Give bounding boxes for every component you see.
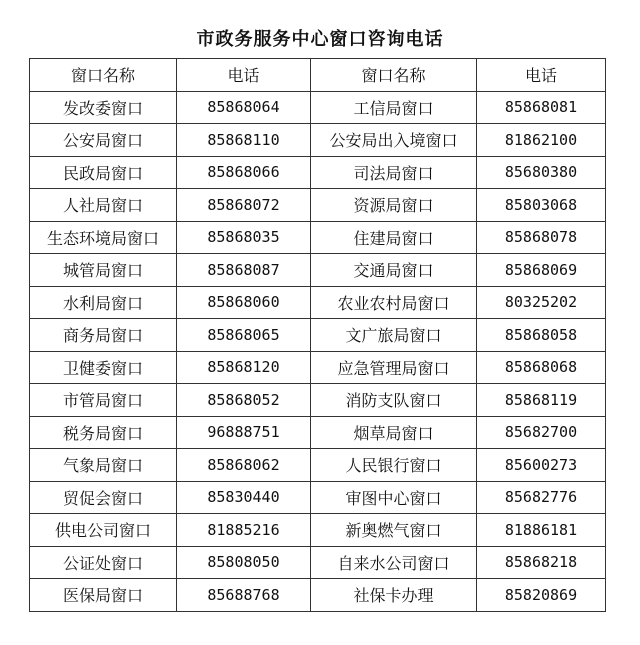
header-window-name-left: 窗口名称 xyxy=(30,59,177,92)
header-window-name-right: 窗口名称 xyxy=(311,59,477,92)
phone-cell: 85868062 xyxy=(177,449,311,482)
window-name-cell: 资源局窗口 xyxy=(311,189,477,222)
table-row xyxy=(30,351,606,384)
window-name-cell: 工信局窗口 xyxy=(311,91,477,124)
phone-cell: 85868110 xyxy=(177,124,311,157)
window-name-cell: 气象局窗口 xyxy=(30,449,177,482)
table-body xyxy=(30,91,606,611)
table-row xyxy=(30,286,606,319)
phone-cell: 85868060 xyxy=(177,286,311,319)
table-row xyxy=(30,221,606,254)
window-name-cell: 交通局窗口 xyxy=(311,254,477,287)
window-name-cell: 水利局窗口 xyxy=(30,286,177,319)
window-name-cell: 城管局窗口 xyxy=(30,254,177,287)
phone-cell: 85688768 xyxy=(177,579,311,612)
table-row xyxy=(30,514,606,547)
phone-cell: 85868072 xyxy=(177,189,311,222)
table-row xyxy=(30,579,606,612)
header-phone-right: 电话 xyxy=(477,59,606,92)
window-name-cell: 公安局窗口 xyxy=(30,124,177,157)
phone-cell: 85868035 xyxy=(177,221,311,254)
phone-cell: 85868069 xyxy=(477,254,606,287)
phone-cell: 81885216 xyxy=(177,514,311,547)
phone-cell: 85682700 xyxy=(477,416,606,449)
header-phone-left: 电话 xyxy=(177,59,311,92)
phone-cell: 85868087 xyxy=(177,254,311,287)
phone-cell: 85868066 xyxy=(177,156,311,189)
phone-cell: 80325202 xyxy=(477,286,606,319)
phone-cell: 81886181 xyxy=(477,514,606,547)
phone-cell: 85868078 xyxy=(477,221,606,254)
phone-cell: 85868065 xyxy=(177,319,311,352)
window-name-cell: 供电公司窗口 xyxy=(30,514,177,547)
window-name-cell: 商务局窗口 xyxy=(30,319,177,352)
window-name-cell: 贸促会窗口 xyxy=(30,481,177,514)
table-row xyxy=(30,481,606,514)
window-name-cell: 公安局出入境窗口 xyxy=(311,124,477,157)
window-name-cell: 医保局窗口 xyxy=(30,579,177,612)
table-row xyxy=(30,449,606,482)
table-row xyxy=(30,416,606,449)
phone-cell: 85868068 xyxy=(477,351,606,384)
window-name-cell: 烟草局窗口 xyxy=(311,416,477,449)
window-name-cell: 发改委窗口 xyxy=(30,91,177,124)
window-name-cell: 卫健委窗口 xyxy=(30,351,177,384)
phone-cell: 85868058 xyxy=(477,319,606,352)
phone-cell: 85868052 xyxy=(177,384,311,417)
phone-cell: 85682776 xyxy=(477,481,606,514)
window-name-cell: 住建局窗口 xyxy=(311,221,477,254)
phone-cell: 85868218 xyxy=(477,546,606,579)
window-name-cell: 人社局窗口 xyxy=(30,189,177,222)
window-name-cell: 社保卡办理 xyxy=(311,579,477,612)
window-name-cell: 民政局窗口 xyxy=(30,156,177,189)
window-name-cell: 新奥燃气窗口 xyxy=(311,514,477,547)
phone-cell: 85868119 xyxy=(477,384,606,417)
table-row xyxy=(30,254,606,287)
phone-cell: 85868081 xyxy=(477,91,606,124)
phone-cell: 81862100 xyxy=(477,124,606,157)
table-row xyxy=(30,189,606,222)
window-name-cell: 生态环境局窗口 xyxy=(30,221,177,254)
window-name-cell: 文广旅局窗口 xyxy=(311,319,477,352)
phone-cell: 85808050 xyxy=(177,546,311,579)
window-name-cell: 农业农村局窗口 xyxy=(311,286,477,319)
phone-cell: 85868120 xyxy=(177,351,311,384)
window-name-cell: 人民银行窗口 xyxy=(311,449,477,482)
phone-cell: 96888751 xyxy=(177,416,311,449)
table-row xyxy=(30,124,606,157)
phone-directory-table xyxy=(29,58,606,612)
window-name-cell: 市管局窗口 xyxy=(30,384,177,417)
phone-cell: 85868064 xyxy=(177,91,311,124)
phone-cell: 85803068 xyxy=(477,189,606,222)
window-name-cell: 公证处窗口 xyxy=(30,546,177,579)
table-row xyxy=(30,384,606,417)
table-row xyxy=(30,91,606,124)
window-name-cell: 自来水公司窗口 xyxy=(311,546,477,579)
phone-cell: 85830440 xyxy=(177,481,311,514)
table-row xyxy=(30,546,606,579)
table-header-row xyxy=(30,59,606,92)
table-row xyxy=(30,319,606,352)
phone-cell: 85600273 xyxy=(477,449,606,482)
table-row xyxy=(30,156,606,189)
phone-cell: 85820869 xyxy=(477,579,606,612)
window-name-cell: 司法局窗口 xyxy=(311,156,477,189)
page-title: 市政务服务中心窗口咨询电话 xyxy=(196,29,444,50)
window-name-cell: 消防支队窗口 xyxy=(311,384,477,417)
window-name-cell: 应急管理局窗口 xyxy=(311,351,477,384)
window-name-cell: 税务局窗口 xyxy=(30,416,177,449)
window-name-cell: 审图中心窗口 xyxy=(311,481,477,514)
phone-cell: 85680380 xyxy=(477,156,606,189)
